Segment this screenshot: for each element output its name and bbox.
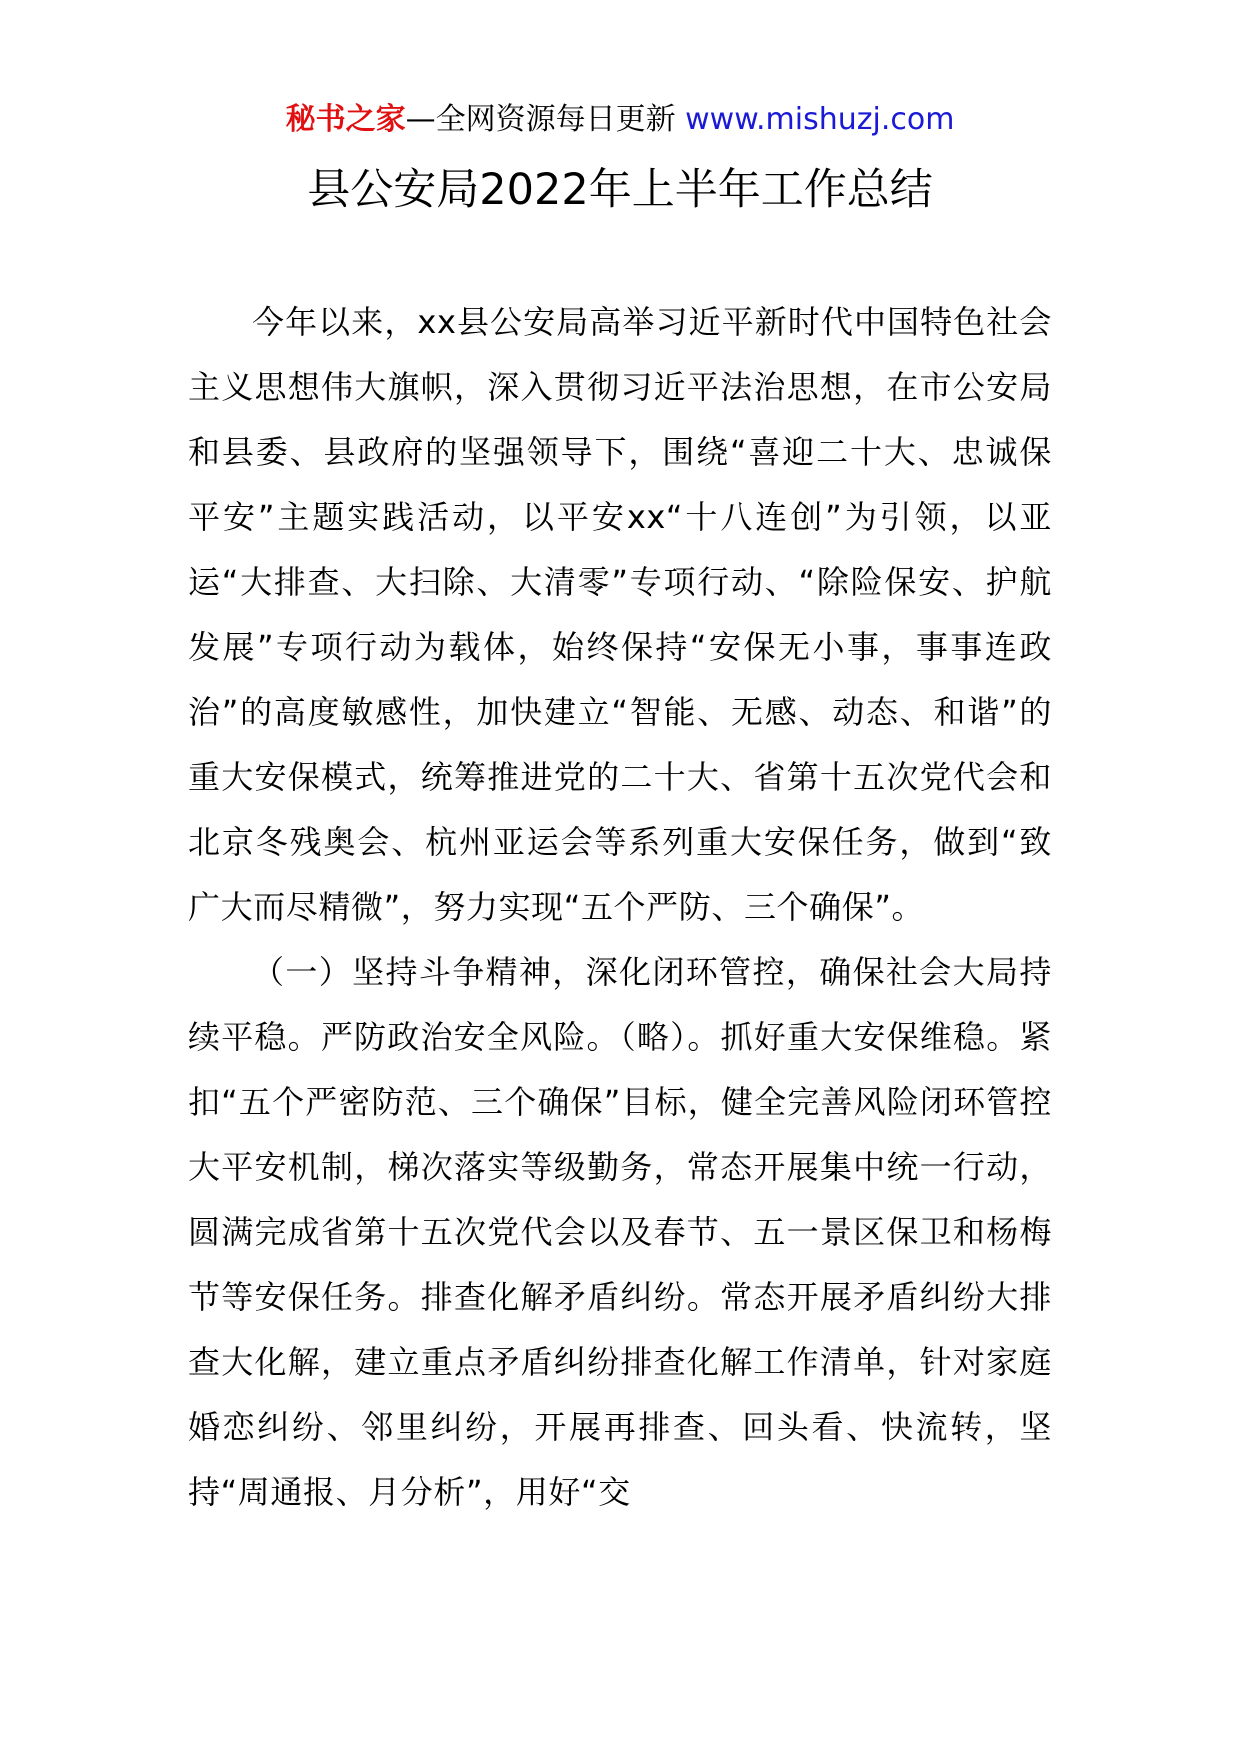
site-url-link[interactable]: www.mishuzj.com [685,102,955,137]
brand-name: 秘书之家 [285,102,406,137]
site-header [0,100,1240,140]
document-title: 县公安局2022年上半年工作总结 [307,165,933,215]
paragraph-section-1: （一）坚持斗争精神，深化闭环管控，确保社会大局持续平稳。严防政治安全风险。（略）。抓好重大安保维稳。紧扣“五个严密防范、三个确保”目标，健全完善风险闭环管控大平安机制，梯次落实等级勤务，常态开展集中统一行动，圆满完成省第十五次党代会以及春节、五一景区保卫和杨梅节等安保任务。排查化解矛盾纠纷。常态开展矛盾纠纷大排查大化解，建立重点矛盾纠纷排查化解工作清单，针对家庭婚恋纠纷、邻里纠纷，开展再排查、回头看、快流转，坚持“周通报、月分析”，用好“交 [188,953,1052,1511]
header-tagline: —全网资源每日更新 [405,102,686,137]
document-body [188,290,1052,1525]
paragraph-intro: 今年以来，xx县公安局高举习近平新时代中国特色社会主义思想伟大旗帜，深入贯彻习近平法治思想，在市公安局和县委、县政府的坚强领导下，围绕“喜迎二十大、忠诚保平安”主题实践活动，以平安xx“十八连创”为引领，以亚运“大排查、大扫除、大清零”专项行动、“除险保安、护航发展”专项行动为载体，始终保持“安保无小事，事事连政治”的高度敏感性，加快建立“智能、无感、动态、和谐”的重大安保模式，统筹推进党的二十大、省第十五次党代会和北京冬残奥会、杭州亚运会等系列重大安保任务，做到“致广大而尽精微”，努力实现“五个严防、三个确保”。 [188,303,1052,926]
